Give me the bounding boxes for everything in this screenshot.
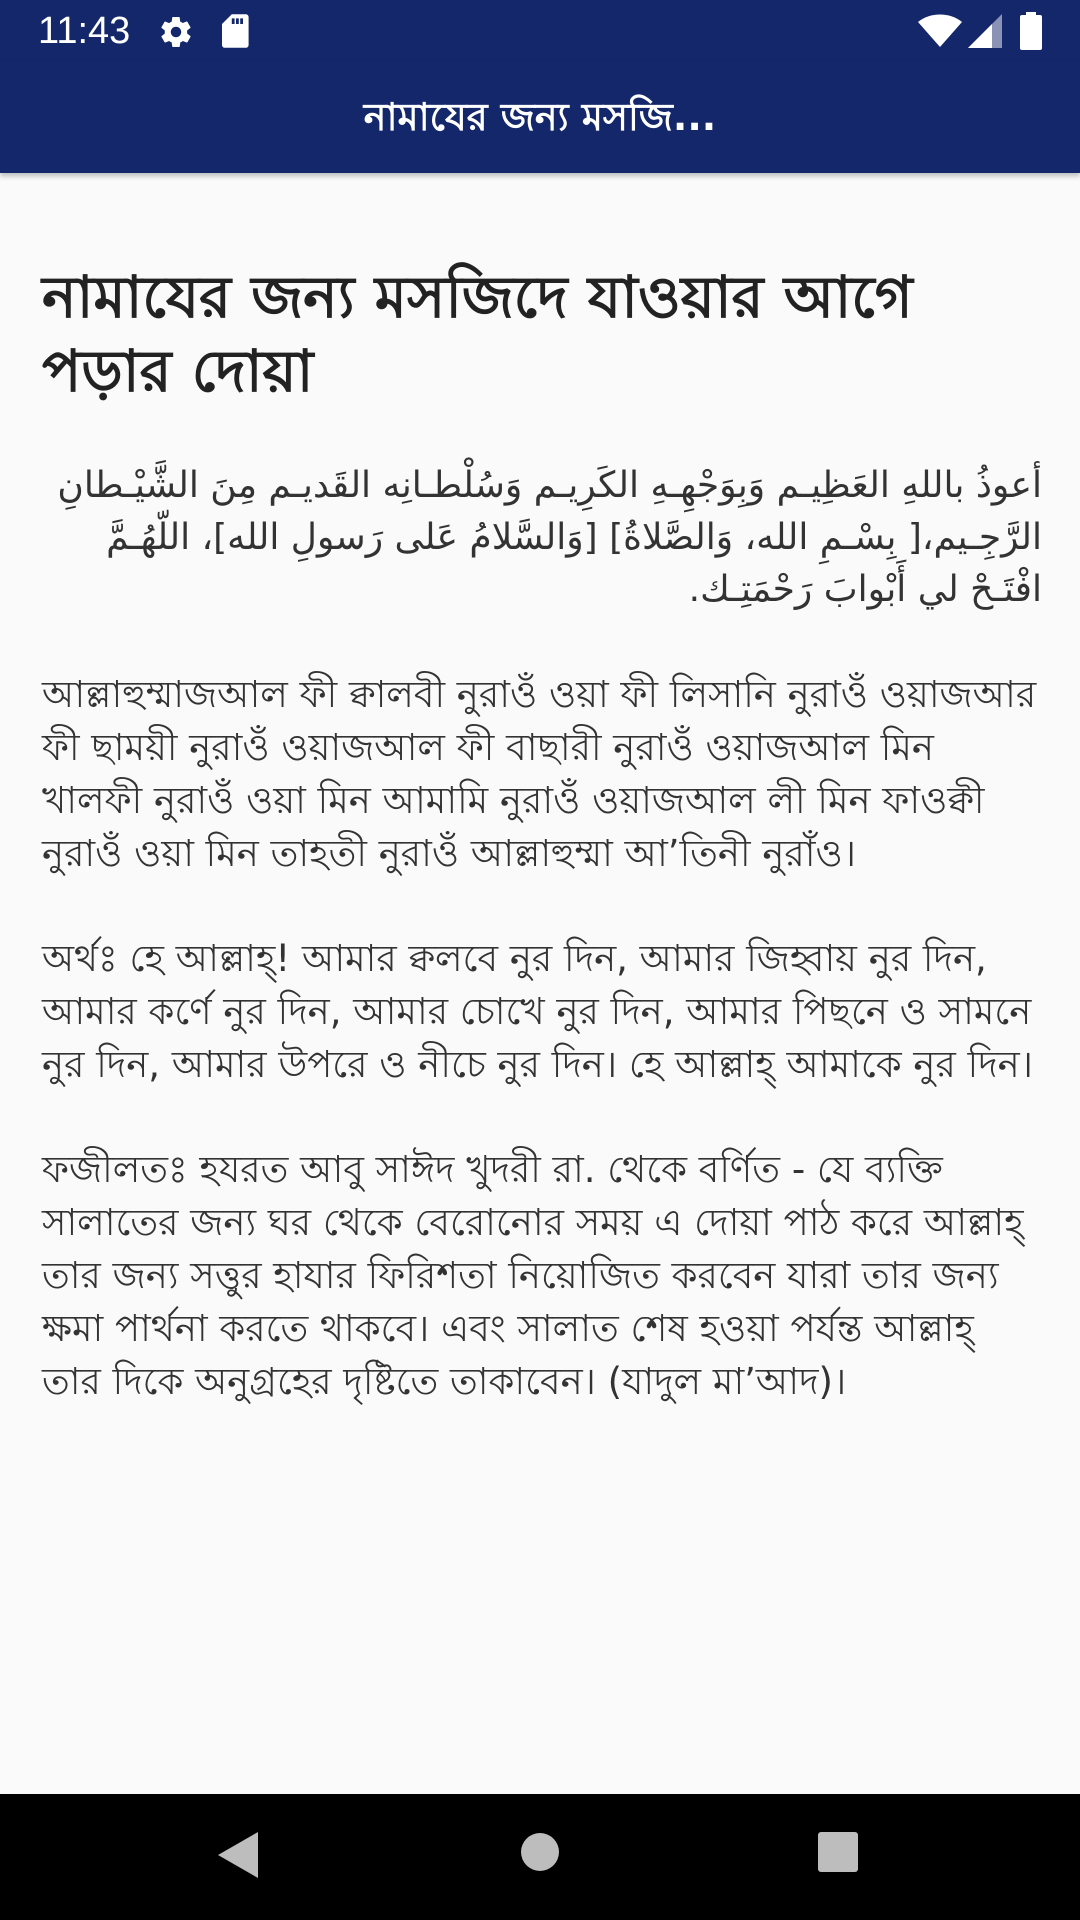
status-bar — [0, 0, 1080, 62]
app-bar — [0, 62, 1080, 173]
wifi-icon — [918, 14, 962, 48]
app-bar-title: নামাযের জন্য মসজি... — [363, 95, 717, 139]
back-icon[interactable] — [216, 1830, 260, 1880]
gear-icon — [158, 14, 194, 50]
sd-card-icon — [222, 14, 250, 48]
battery-icon — [1020, 12, 1042, 50]
article-content — [42, 260, 1042, 1408]
status-time: 11:43 — [38, 10, 131, 52]
meaning: অর্থঃ হে আল্লাহ্! আমার ক্বলবে নুর দিন, আমার জিহ্বায় নুর দিন, আমার কর্ণে নুর দিন, আমার চোখে নুর দিন, আমার পিছনে ও সামনে নুর দিন, আমার উপরে ও নীচে নুর দিন। হে আল্লাহ্ আমাকে নুর দিন। — [42, 937, 1033, 1086]
navigation-bar — [0, 1794, 1080, 1920]
signal-icon — [968, 14, 1002, 48]
home-icon[interactable] — [520, 1832, 560, 1872]
page-title: নামাযের জন্য মসজিদে যাওয়ার আগে পড়ার দোয়া — [42, 263, 913, 405]
virtue: ফজীলতঃ হযরত আবু সাঈদ খুদরী রা. থেকে বর্ণিত - যে ব্যক্তি সালাতের জন্য ঘর থেকে বেরোনোর সময় এ দোয়া পাঠ করে আল্লাহ্ তার জন্য সত্তুর হাযার ফিরিশতা নিয়োজিত করবেন যারা তার জন্য ক্ষমা পার্থনা করতে থাকবে। এবং সালাত শেষ হওয়া পর্যন্ত আল্লাহ্ তার দিকে অনুগ্রহের দৃষ্টিতে তাকাবেন। (যাদুল মা’আদ)। — [42, 1148, 1024, 1403]
recents-icon[interactable] — [818, 1832, 858, 1872]
arabic-dua: أعوذُ باللهِ العَظِيـم وَبِوَجْهِـهِ الكَرِيـم وَسُلْطـانِه القَديـم مِنَ الشَّيْـطانِ الرَّجِـيم،[ بِسْـمِ الله، وَالصَّلاةُ] [وَالسَّلامُ عَلى رَسولِ الله]، اللّهُـمَّ افْتَـحْ لي أَبْوابَ رَحْمَتِـك. — [57, 465, 1042, 610]
transliteration: আল্লাহুম্মাজআল ফী ক্বালবী নুরাওঁ ওয়া ফী লিসানি নুরাওঁ ওয়াজআর ফী ছাময়ী নুরাওঁ ওয়াজআল ফী বাছারী নুরাওঁ ওয়াজআল মিন খালফী নুরাওঁ ওয়া মিন আমামি নুরাওঁ ওয়াজআল লী মিন ফাওক্বী নুরাওঁ ওয়া মিন তাহতী নুরাওঁ আল্লাহুম্মা আ’তিনী নুরাঁও। — [42, 673, 1037, 875]
